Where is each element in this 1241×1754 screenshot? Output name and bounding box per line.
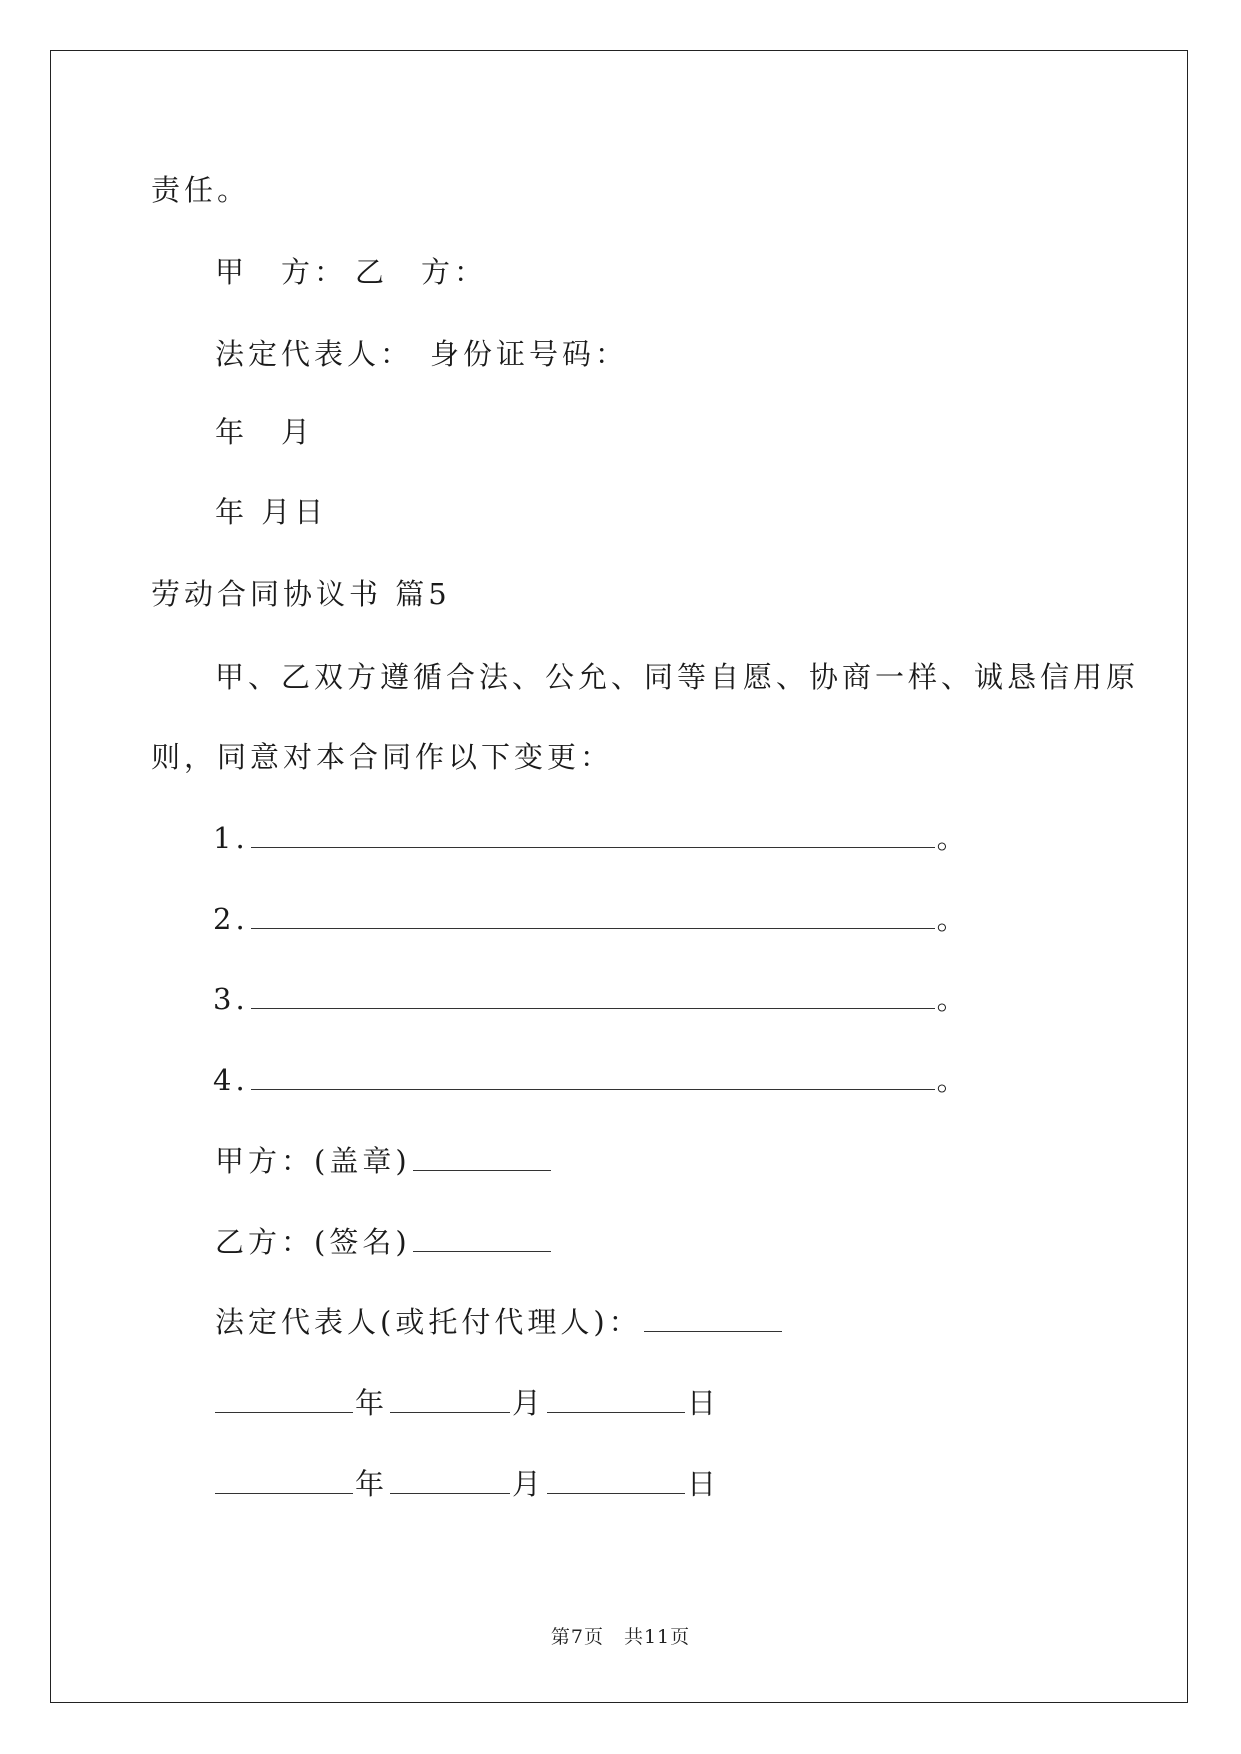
- item-number: 2.: [213, 902, 249, 936]
- legal-rep-label: 法定代表人：: [215, 337, 414, 371]
- blank-underline: [413, 1148, 551, 1171]
- signing-date-line: [213, 1467, 721, 1501]
- blank-underline: [251, 906, 935, 929]
- date-line-2: 年 月日: [215, 495, 328, 529]
- blank-underline: [547, 1471, 685, 1494]
- item-period: 。: [936, 902, 970, 936]
- page-frame: [50, 50, 1188, 1703]
- month-label: 月: [512, 1467, 546, 1501]
- party-a-seal-line: [215, 1144, 553, 1178]
- text-line-liability: 责任。: [151, 173, 251, 207]
- paragraph-line-1: 甲、乙双方遵循合法、公允、同等自愿、协商一样、诚恳信用原: [215, 660, 1140, 694]
- item-number: 1.: [213, 821, 249, 855]
- blank-underline: [251, 825, 935, 848]
- party-b-label: 乙 方：: [355, 255, 488, 289]
- party-a-label: 甲 方：: [215, 255, 348, 289]
- blank-underline: [215, 1471, 353, 1494]
- list-item: [213, 1063, 970, 1097]
- signing-date-line: [213, 1386, 721, 1420]
- id-number-label: 身份证号码：: [430, 337, 629, 371]
- page-number-footer: 第7页 共11页: [550, 1626, 691, 1648]
- party-b-sign-line: [215, 1225, 553, 1259]
- year-label: 年: [355, 1467, 389, 1501]
- party-a-seal-label: 甲方：(盖章): [215, 1144, 411, 1178]
- date-line-1: 年 月: [215, 415, 315, 449]
- item-period: 。: [936, 1063, 970, 1097]
- blank-underline: [547, 1390, 685, 1413]
- day-label: 日: [687, 1467, 721, 1501]
- item-period: 。: [936, 821, 970, 855]
- blank-underline: [644, 1309, 782, 1332]
- list-item: [213, 821, 970, 855]
- blank-underline: [251, 1067, 935, 1090]
- year-label: 年: [355, 1386, 389, 1420]
- paragraph-line-2: 则，同意对本合同作以下变更：: [151, 740, 614, 774]
- item-period: 。: [936, 982, 970, 1016]
- party-b-sign-label: 乙方：(签名): [215, 1225, 411, 1259]
- agent-label: 法定代表人(或托付代理人)：: [215, 1305, 642, 1339]
- month-label: 月: [512, 1386, 546, 1420]
- list-item: [213, 902, 970, 936]
- blank-underline: [390, 1471, 510, 1494]
- blank-underline: [215, 1390, 353, 1413]
- day-label: 日: [687, 1386, 721, 1420]
- list-item: [213, 982, 970, 1016]
- blank-underline: [251, 986, 935, 1009]
- blank-underline: [413, 1229, 551, 1252]
- section-heading: 劳动合同协议书 篇5: [151, 577, 451, 611]
- item-number: 4.: [213, 1063, 249, 1097]
- blank-underline: [390, 1390, 510, 1413]
- agent-line: [215, 1305, 784, 1339]
- item-number: 3.: [213, 982, 249, 1016]
